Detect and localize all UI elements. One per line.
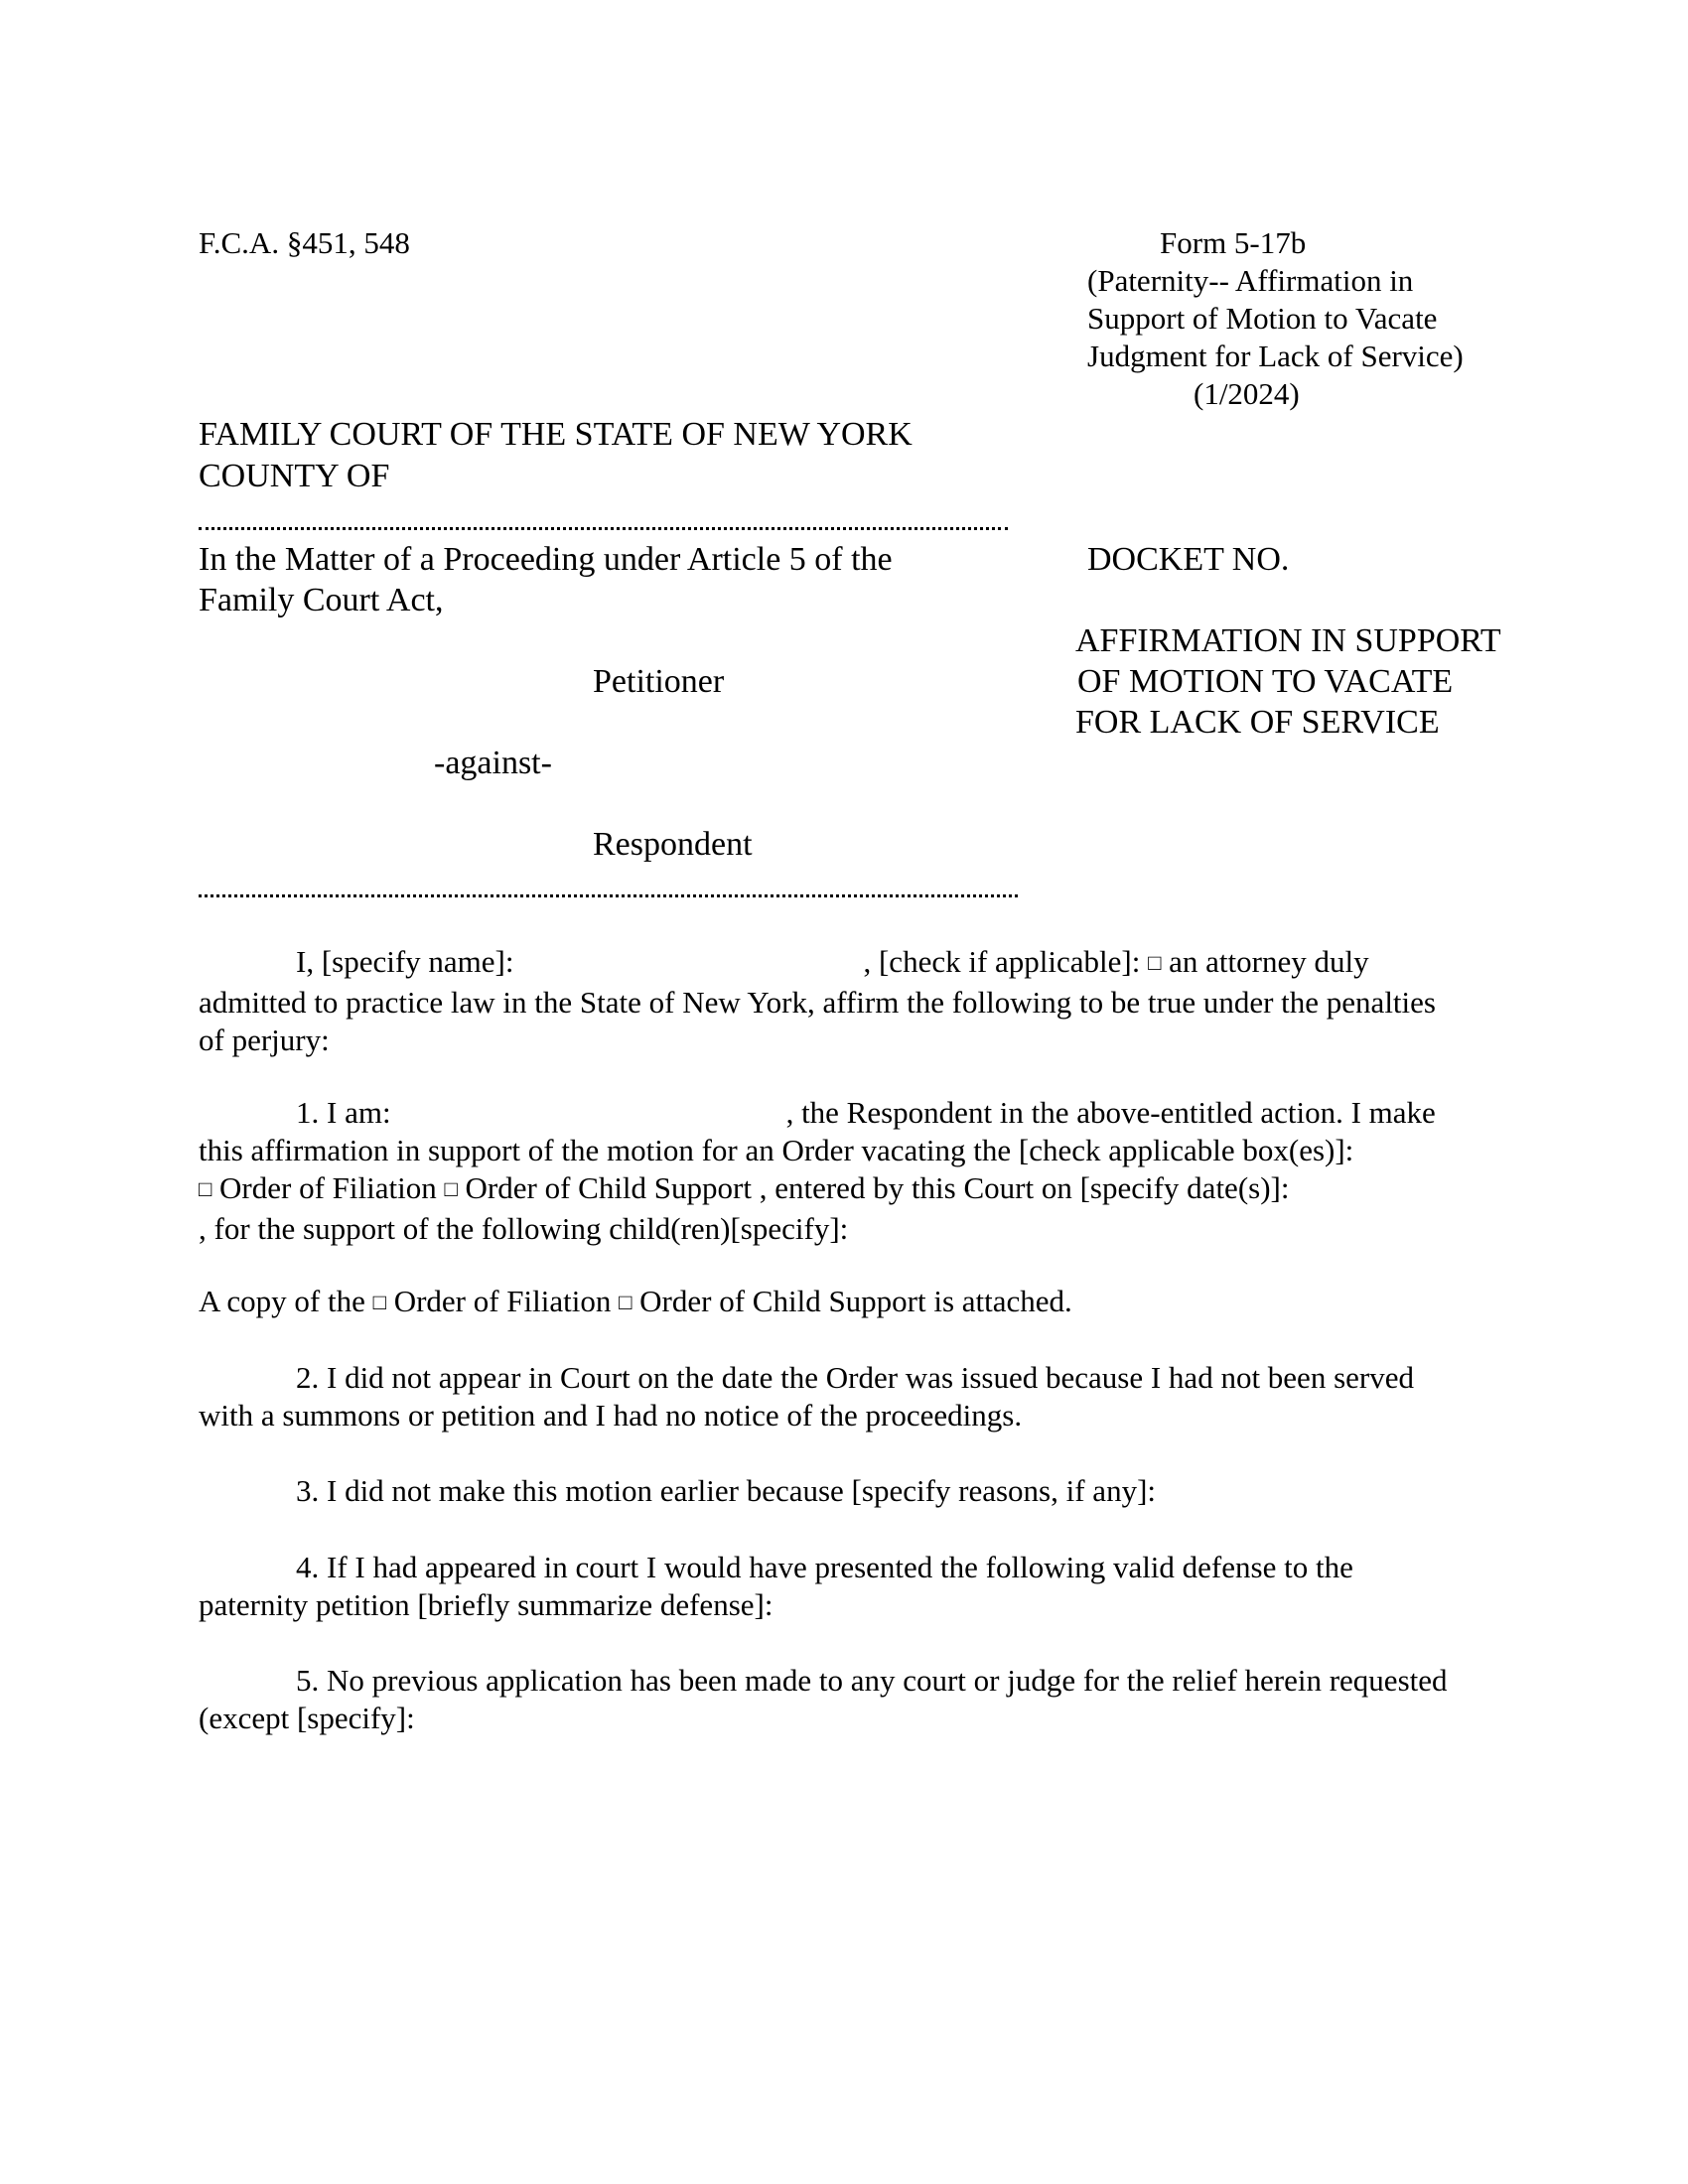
form-date: (1/2024) (1194, 376, 1300, 411)
caption-divider-top (199, 527, 1008, 530)
child-support-checkbox[interactable]: □ (444, 1176, 458, 1201)
matter-line: In the Matter of a Proceeding under Article 5 of the (199, 541, 893, 578)
respondent-label: Respondent (593, 826, 753, 863)
paragraph-4: 4. If I had appeared in court I would have presented the following valid defense to the paternity petition [briefly summarize defense]: (199, 1550, 1353, 1622)
document-title-line: FOR LACK OF SERVICE (1075, 704, 1440, 741)
paragraph-1: 1. I am: , the Respondent in the above-entitled action. I make this affirmation in support of the motion for an Order vacating the [check applicable box(es)]: □ Order of Filiation □ Order of Child Support , entered by this Court on [specify date(s)]: , for the support of the following child(ren)[specify]: (199, 1095, 1436, 1246)
form-number: Form 5-17b (1160, 225, 1307, 260)
matter-line: Family Court Act, (199, 582, 444, 618)
county-label: COUNTY OF (199, 458, 390, 494)
petitioner-label: Petitioner (593, 663, 725, 700)
intro-paragraph: I, [specify name]: , [check if applicable]: □ an attorney duly admitted to practice law in the State of New York, affirm the following to be true under the penalties of perjury: (199, 944, 1436, 1057)
caption-divider-bottom (199, 894, 1018, 897)
paragraph-5: 5. No previous application has been made to any court or judge for the relief herein requested (except [specify]: (199, 1663, 1448, 1735)
document-title-line: OF MOTION TO VACATE (1077, 663, 1454, 700)
form-description-line: Judgment for Lack of Service) (1087, 339, 1464, 373)
court-name: FAMILY COURT OF THE STATE OF NEW YORK (199, 416, 913, 453)
filiation-checkbox[interactable]: □ (199, 1176, 212, 1201)
attorney-checkbox[interactable]: □ (1148, 950, 1162, 975)
document-title-line: AFFIRMATION IN SUPPORT (1075, 622, 1501, 659)
statute-reference: F.C.A. §451, 548 (199, 225, 410, 260)
copy-child-support-checkbox[interactable]: □ (619, 1290, 633, 1314)
against-label: -against- (434, 745, 552, 781)
docket-number-label: DOCKET NO. (1087, 541, 1290, 578)
form-description-line: (Paternity-- Affirmation in (1087, 263, 1414, 298)
copy-attached-paragraph: A copy of the □ Order of Filiation □ Order of Child Support is attached. (199, 1284, 1072, 1318)
intro-name-label: I, [specify name]: (296, 944, 514, 979)
form-description-line: Support of Motion to Vacate (1087, 301, 1438, 336)
paragraph-3: 3. I did not make this motion earlier because [specify reasons, if any]: (296, 1473, 1157, 1508)
copy-filiation-checkbox[interactable]: □ (372, 1290, 386, 1314)
paragraph-2: 2. I did not appear in Court on the date the Order was issued because I had not been served with a summons or petition and I had no notice of the proceedings. (199, 1360, 1414, 1433)
